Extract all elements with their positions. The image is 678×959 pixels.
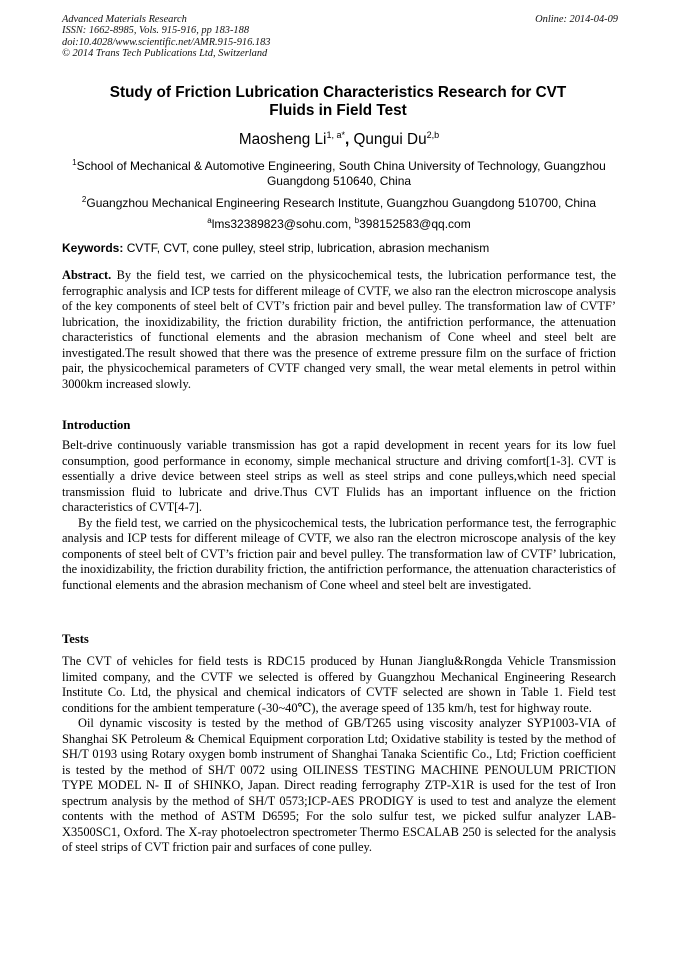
author-2-sup: 2,b: [426, 130, 440, 140]
author-2-name: Qungui Du: [353, 131, 427, 149]
introduction-body: [62, 438, 616, 593]
journal-header: [62, 14, 618, 59]
journal-copyright: © 2014 Trans Tech Publications Ltd, Switzerland: [62, 47, 268, 59]
introduction-paragraph-2: By the field test, we carried on the physicochemical tests, the lubrication performance test, the ferrographic analysis and ICP tests for different mileage of CVTF, we also ran the electron microscope analysis of the key components of steel belt of CVT’s friction pair and bevel pulley. The transformation law of CVTF’ lubrication, the inoxidizability, the friction durability friction, the antifriction performance, the attenuation characteristics of functional elements and the abrasion mechanism of Cone wheel and steel belt are investigated.: [62, 515, 616, 592]
tests-paragraph-1: The CVT of vehicles for field tests is RDC15 produced by Hunan Jianglu&Rongda Vehicle Transmission limited company, and the CVTF we selected is offered by Guangzhou Mechanical Engineering Research Institute Co. Ltd, the physical and chemical indicators of CVTF selected are shown in Table 1. Field test conditions for the ambient temperature (-30~40℃), the average speed of 135 km/h, test for highway route.: [62, 654, 616, 715]
introduction-paragraph-1: Belt-drive continuously variable transmission has got a rapid development in recent years for its low fuel consumption, good performance in economy, simple mechanical structure and driving comfort[1-3]. CVT is essentially a drive device between steel strips as well as steel strips and cone pulleys,which need special transmission fluid to lubricate and drive.Thus CVT Flulids has an important influence on the friction characteristics of CVT[4-7].: [62, 438, 616, 514]
keywords-text: CVTF, CVT, cone pulley, steel strip, lubrication, abrasion mechanism: [126, 241, 490, 255]
journal-issn: ISSN: 1662-8985, Vols. 915-916, pp 183-188: [62, 25, 250, 37]
email-line: [62, 213, 616, 232]
journal-doi: doi:10.4028/www.scientific.net/AMR.915-916.183: [62, 36, 271, 48]
email-a-sup: a: [207, 216, 212, 225]
introduction-heading: Introduction: [62, 418, 131, 432]
email-a: lms32389823@sohu.com,: [211, 217, 355, 231]
tests-heading: Tests: [62, 632, 89, 646]
paper-title: Study of Friction Lubrication Characteristics Research for CVT Fluids in Field Test: [109, 84, 567, 119]
abstract: [62, 268, 616, 392]
affiliation-1: [62, 155, 616, 189]
affiliation-1-text: School of Mechanical & Automotive Engineering, South China University of Technology, Guangzhou Guangdong 510640, China: [76, 159, 606, 188]
tests-paragraph-2: Oil dynamic viscosity is tested by the method of GB/T265 using viscosity analyzer SYP1003-VIA of Shanghai SK Petroleum & Chemical Equipment corporation Ltd; Oxidative stability is tested by the method of SH/T 0193 using Rotary oxygen bomb instrument of Shanghai Tanaka Scientific Co., Ltd; Friction coefficient is tested by the method of SH/T 0072 using OILINESS TESTING MACHINE PENOULUM PRICTION TYPE MODEL N- Ⅱ of SHINKO, Japan. Direct reading ferrography ZTP-X1R is used for the test of Iron spectrum analysis by the method of SH/T 0573;ICP-AES PRODIGY is used to test and analyze the element contents with the method of ASTM D6595; For the solo sulfur test, we picked sulfur analyzer LAB-X3500SC1, Oxford. The X-ray photoelectron spectrometer Thermo ESCALAB 250 is selected for the analysis of steel strips of CVT friction pair and surfaces of cone pulley.: [62, 716, 616, 854]
affiliation-1-sup: 1: [72, 158, 77, 167]
abstract-text: By the field test, we carried on the physicochemical tests, the lubrication performance test, the ferrographic analysis and ICP tests for different mileage of CVTF, we also ran the electron microscope analysis of the key components of steel belt of CVT’s friction pair and bevel pulley. The transformation law of CVTF’ lubrication, the inoxidizability, the friction durability friction, the antifriction performance, the attenuation characteristics of functional elements and the abrasion mechanism of Cone wheel and steel belt are investigated.The result showed that there was the presence of extreme pressure film on the surface of friction pair, the physicochemical parameters of CVTF changed very small, the wear metal elements in petrol within 3000km increased slowly.: [62, 268, 616, 391]
online-date: Online: 2014-04-09: [535, 14, 618, 25]
author-line: [62, 130, 616, 149]
author-1-name: Maosheng Li: [238, 131, 327, 149]
author-1-sup: 1, a*: [326, 130, 345, 140]
email-b: 398152583@qq.com: [359, 217, 471, 231]
abstract-label: Abstract.: [62, 268, 112, 282]
affiliation-2-sup: 2: [81, 195, 87, 204]
keywords-label: Keywords:: [62, 241, 127, 255]
journal-name: Advanced Materials Research: [62, 14, 187, 25]
keywords: [62, 241, 616, 255]
tests-body: [62, 654, 616, 856]
affiliation-2: [62, 192, 616, 211]
email-b-sup: b: [354, 216, 360, 225]
affiliation-2-text: Guangzhou Mechanical Engineering Research Institute, Guangzhou Guangdong 510700, China: [86, 196, 597, 210]
author-separator: ,: [344, 131, 354, 149]
